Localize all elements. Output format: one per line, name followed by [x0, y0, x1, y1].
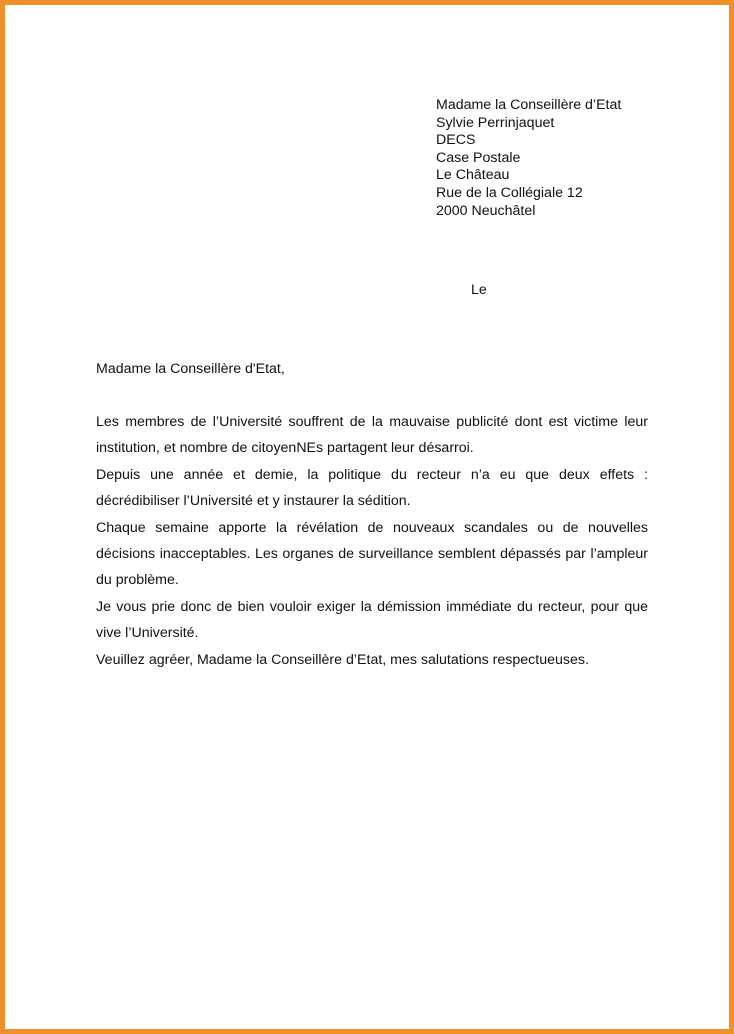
recipient-line: DECS: [436, 132, 476, 149]
recipient-line: Le Château: [436, 167, 510, 184]
recipient-line: 2000 Neuchâtel: [436, 202, 536, 219]
body-paragraph: Chaque semaine apporte la révélation de nouveaux scandales ou de nouvelles décisions inacceptables. Les organes de surveillance semblent dépassés par l’ampleur du problème.: [96, 519, 648, 589]
salutation: Madame la Conseillère d'Etat,: [96, 361, 285, 377]
closing-formula: Veuillez agréer, Madame la Conseillère d’Etat, mes salutations respectueuses.: [96, 651, 589, 668]
recipient-line: Madame la Conseillère d’Etat: [436, 97, 622, 113]
recipient-line: Rue de la Collégiale 12: [436, 184, 583, 201]
recipient-line: Case Postale: [436, 149, 521, 166]
recipient-line: Sylvie Perrinjaquet: [436, 114, 555, 131]
letter-body: [96, 409, 648, 673]
date-label: Le: [471, 282, 487, 298]
body-paragraph: Depuis une année et demie, la politique du recteur n’a eu que deux effets : décrédibiliser l’Université et y instaurer la sédition.: [96, 466, 648, 510]
recipient-address-block: [436, 97, 621, 220]
body-paragraph: Les membres de l’Université souffrent de la mauvaise publicité dont est victime leur institution, et nombre de citoyenNEs partagent leur désarroi.: [96, 414, 648, 457]
body-paragraph: Je vous prie donc de bien vouloir exiger la démission immédiate du recteur, pour que vive l’Université.: [96, 598, 648, 642]
